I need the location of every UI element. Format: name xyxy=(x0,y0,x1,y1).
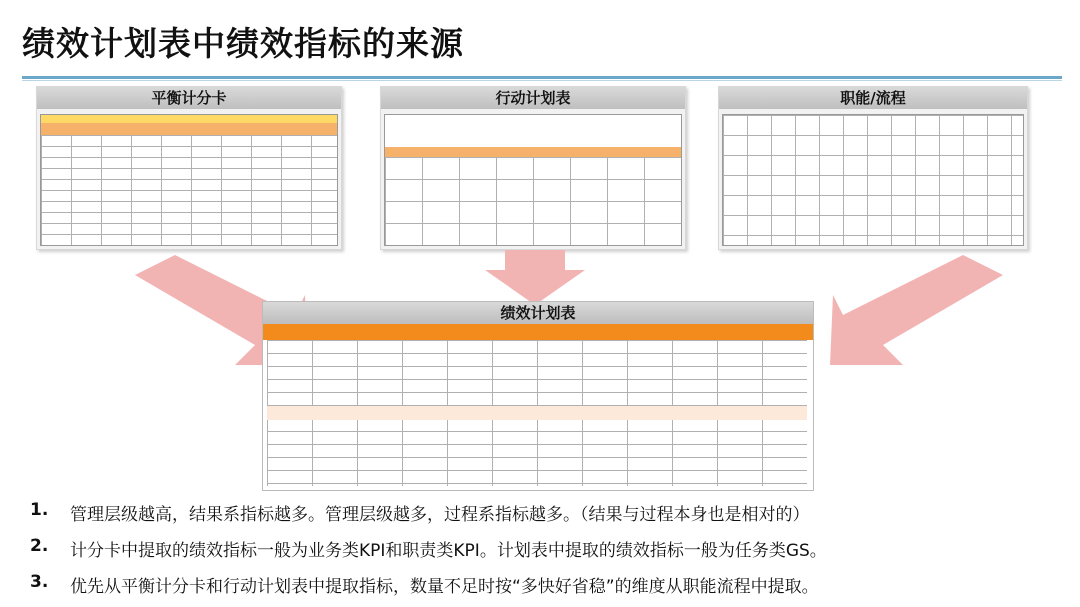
panel-label: 行动计划表 xyxy=(381,87,685,109)
page-title: 绩效计划表中绩效指标的来源 xyxy=(22,24,464,63)
performance-plan-table xyxy=(262,301,814,491)
table-header-band xyxy=(263,324,813,340)
function-sheet-thumbnail xyxy=(722,114,1024,246)
arrow-right-icon xyxy=(828,250,1008,370)
center-label: 绩效计划表 xyxy=(263,302,813,324)
panel-label: 平衡计分卡 xyxy=(37,87,341,109)
panel-function-process xyxy=(718,86,1028,250)
title-rule xyxy=(22,76,1062,79)
plan-sheet-thumbnail xyxy=(267,340,807,486)
scorecard-sheet-thumbnail xyxy=(40,114,338,246)
action-plan-sheet-thumbnail xyxy=(384,114,682,246)
title-rule-thin xyxy=(22,80,1062,81)
panel-action-plan xyxy=(380,86,686,250)
panel-label: 职能/流程 xyxy=(719,87,1027,109)
panel-balanced-scorecard xyxy=(36,86,342,250)
